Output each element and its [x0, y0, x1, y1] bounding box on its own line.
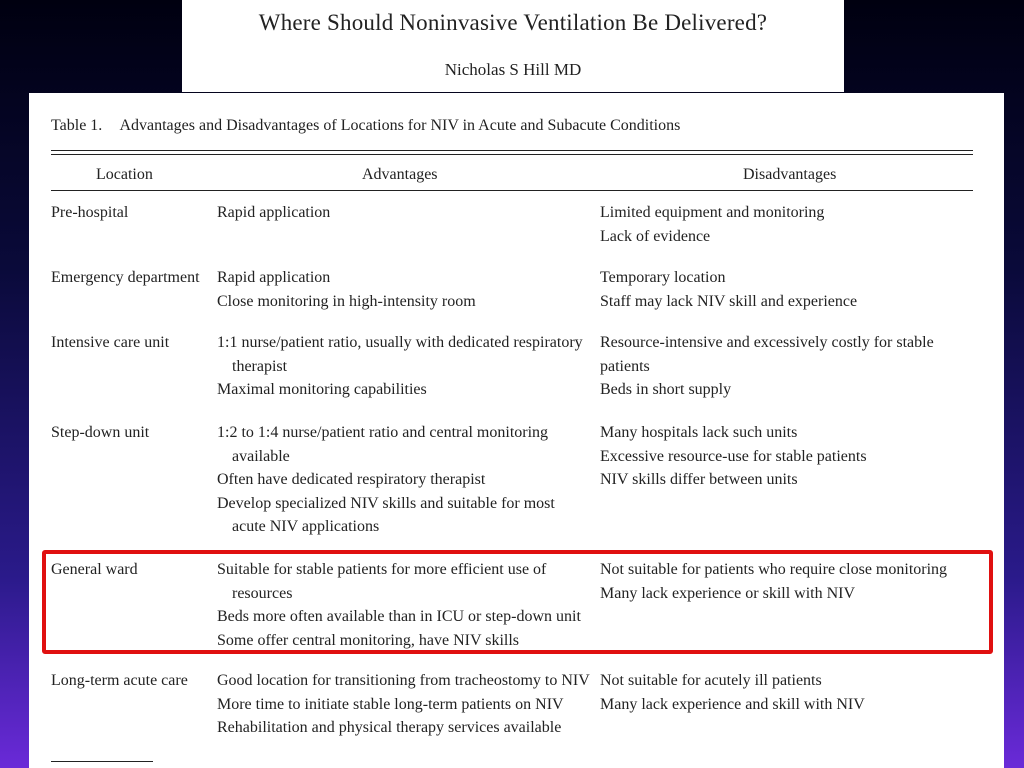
- column-header-advantages: Advantages: [362, 166, 438, 183]
- location-line: Long-term acute care: [51, 672, 188, 689]
- row-5-location-cell: [51, 669, 221, 693]
- disadvantages-line: Excessive resource-use for stable patients: [600, 447, 867, 465]
- advantages-line: Rapid application: [217, 204, 331, 221]
- advantages-line: 1:1 nurse/patient ratio, usually with dedicated respiratory: [217, 334, 583, 351]
- row-3-advantages-cell: [217, 421, 597, 539]
- disadvantages-line: Lack of evidence: [600, 227, 711, 245]
- table-caption: [51, 117, 680, 135]
- row-4-location-cell: [51, 558, 221, 582]
- slide-title: Where Should Noninvasive Ventilation Be Delivered?: [258, 10, 768, 35]
- footnote-rule: [51, 761, 153, 762]
- advantages-line: Suitable for stable patients for more efficient use of: [217, 561, 547, 578]
- advantages-line: Rapid application: [217, 269, 331, 286]
- table-caption-number: Table 1.: [51, 117, 103, 134]
- advantages-line: Rehabilitation and physical therapy services available: [217, 719, 562, 736]
- location-line: Emergency department: [51, 269, 200, 286]
- row-4-advantages-cell: [217, 558, 597, 652]
- slide-header: [182, 0, 844, 92]
- advantages-line: acute NIV applications: [232, 518, 380, 535]
- advantages-line: Develop specialized NIV skills and suitable for most: [217, 494, 555, 512]
- advantages-line: Good location for transitioning from tracheostomy to NIV: [217, 672, 590, 689]
- row-2-disadvantages-cell: [600, 331, 980, 402]
- advantages-line: Close monitoring in high-intensity room: [217, 292, 476, 310]
- advantages-line: Often have dedicated respiratory therapist: [217, 471, 486, 488]
- advantages-line: More time to initiate stable long-term patients on NIV: [217, 695, 564, 713]
- table-panel: [29, 93, 1004, 768]
- row-2-advantages-cell: [217, 331, 597, 402]
- advantages-line: Some offer central monitoring, have NIV skills: [217, 631, 520, 649]
- row-0-advantages-cell: [217, 201, 597, 225]
- table-top-rule: [51, 150, 973, 151]
- advantages-line: resources: [232, 584, 293, 602]
- advantages-line: Maximal monitoring capabilities: [217, 381, 427, 398]
- disadvantages-line: Temporary location: [600, 269, 726, 286]
- row-5-advantages-cell: [217, 669, 597, 740]
- disadvantages-line: Resource-intensive and excessively costly for stable patients: [600, 334, 934, 375]
- row-0-location-cell: [51, 201, 221, 225]
- disadvantages-line: Limited equipment and monitoring: [600, 204, 825, 221]
- disadvantages-line: Not suitable for patients who require close monitoring: [600, 561, 948, 578]
- disadvantages-line: NIV skills differ between units: [600, 471, 798, 488]
- location-line: Pre-hospital: [51, 204, 129, 221]
- advantages-line: available: [232, 447, 290, 465]
- disadvantages-line: Beds in short supply: [600, 381, 732, 398]
- disadvantages-line: Not suitable for acutely ill patients: [600, 672, 822, 689]
- row-2-location-cell: [51, 331, 221, 355]
- disadvantages-line: Many hospitals lack such units: [600, 424, 798, 441]
- row-3-disadvantages-cell: [600, 421, 980, 492]
- row-4-disadvantages-cell: [600, 558, 980, 605]
- row-1-location-cell: [51, 266, 221, 290]
- row-5-disadvantages-cell: [600, 669, 980, 716]
- disadvantages-line: Many lack experience and skill with NIV: [600, 695, 865, 713]
- author-name: Nicholas S Hill MD: [444, 60, 582, 79]
- location-line: Intensive care unit: [51, 334, 170, 351]
- table-top-rule-double: [51, 154, 973, 155]
- column-header-location: Location: [96, 166, 153, 183]
- disadvantages-line: Many lack experience or skill with NIV: [600, 584, 856, 602]
- location-line: General ward: [51, 561, 138, 578]
- header-bottom-rule: [51, 190, 973, 191]
- advantages-line: 1:2 to 1:4 nurse/patient ratio and central monitoring: [217, 424, 549, 441]
- row-3-location-cell: [51, 421, 221, 445]
- table-caption-text: Advantages and Disadvantages of Locations for NIV in Acute and Subacute Conditions: [119, 117, 681, 134]
- disadvantages-line: Staff may lack NIV skill and experience: [600, 292, 858, 310]
- row-1-advantages-cell: [217, 266, 597, 313]
- column-header-disadvantages: Disadvantages: [743, 166, 837, 183]
- location-line: Step-down unit: [51, 424, 150, 441]
- advantages-line: therapist: [232, 357, 288, 375]
- row-1-disadvantages-cell: [600, 266, 980, 313]
- row-0-disadvantages-cell: [600, 201, 980, 248]
- advantages-line: Beds more often available than in ICU or step-down unit: [217, 608, 581, 625]
